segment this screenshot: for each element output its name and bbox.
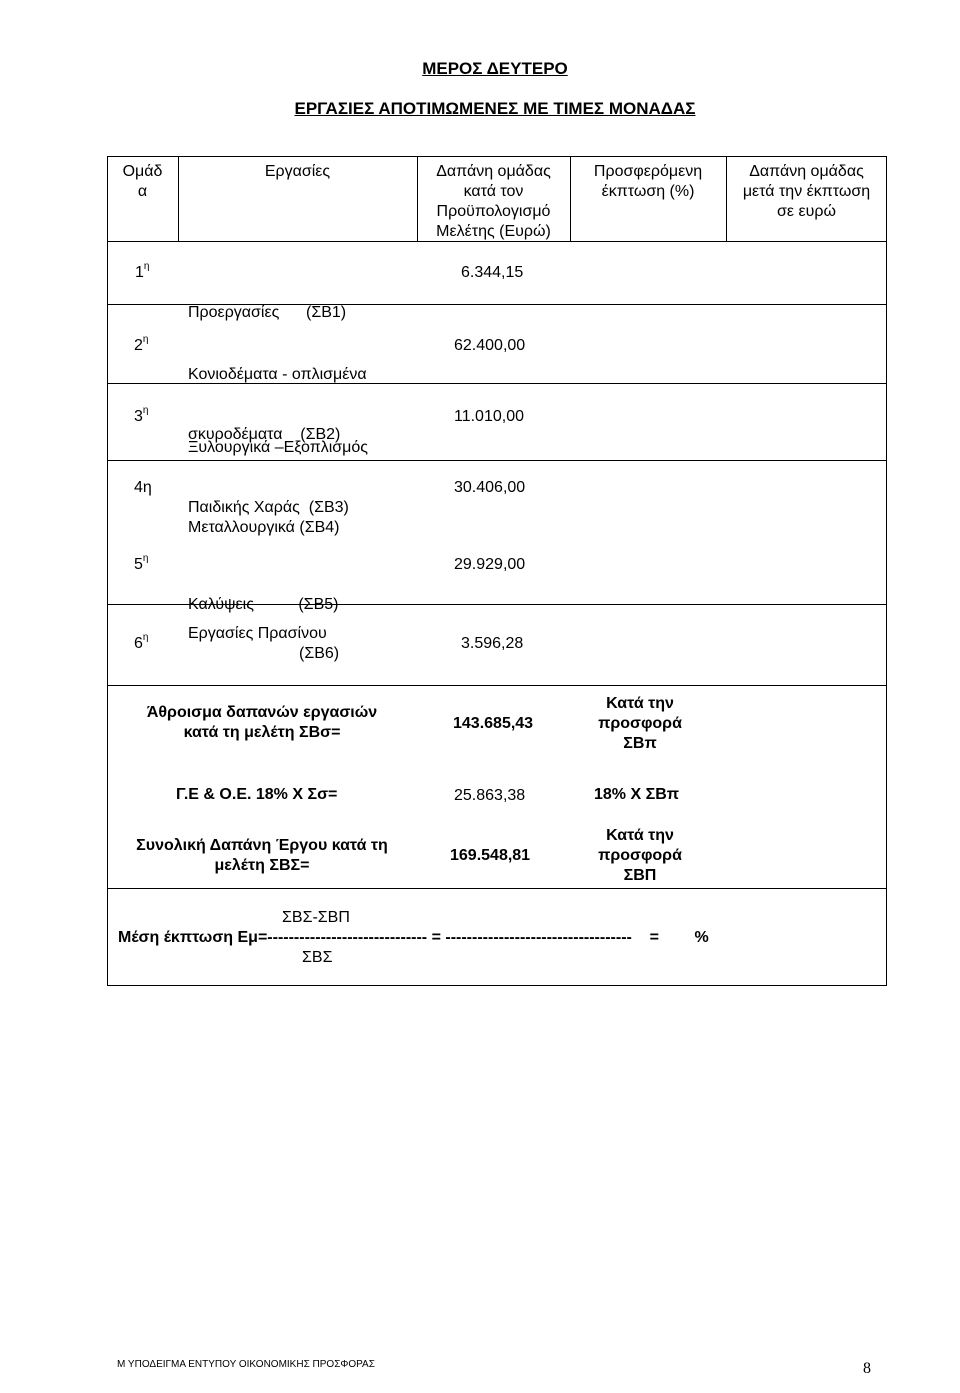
- group-work: [188, 478, 339, 558]
- header-group: [107, 162, 178, 202]
- header-group-line: Ομάδ: [122, 163, 163, 180]
- sum-offer: [570, 694, 710, 754]
- header-budget-line: Μελέτης (Ευρώ): [436, 223, 551, 240]
- group-work-line: Ξυλουργικά –Εξοπλισμός: [188, 439, 368, 456]
- ordinal-suffix: η: [142, 553, 149, 564]
- group-cost: 29.929,00: [454, 556, 526, 573]
- page-title: ΜΕΡΟΣ ΔΕΥΤΕΡΟ: [422, 59, 568, 78]
- formula-numerator: ΣΒΣ-ΣΒΠ: [282, 909, 350, 926]
- formula-line: Μέση έκπτωση Εμ=------------------------------ = ----------------------------------- = %: [118, 929, 709, 946]
- total-label: [107, 836, 417, 876]
- group-work-line: Παιδικής Χαράς (ΣΒ3): [188, 499, 349, 516]
- row-divider: [107, 888, 887, 889]
- ge-value: 25.863,38: [454, 787, 526, 804]
- header-cost-after-line: μετά την έκπτωση: [742, 183, 871, 200]
- group-work: [188, 555, 338, 635]
- total-offer-line: προσφορά: [598, 847, 682, 864]
- group-work-line: Κονιοδέματα - οπλισμένα: [188, 366, 367, 383]
- group-number-value: 4η: [134, 479, 152, 496]
- ge-offer: 18% Χ ΣΒπ: [594, 786, 679, 803]
- group-cost: 3.596,28: [461, 635, 524, 652]
- group-work-line: (ΣΒ6): [299, 645, 340, 662]
- group-number-value: 6: [134, 635, 143, 652]
- group-number: [134, 407, 148, 427]
- group-number: [134, 478, 152, 498]
- group-cost: 6.344,15: [461, 264, 524, 281]
- group-number-value: 1: [135, 264, 144, 281]
- group-number: [134, 634, 148, 654]
- sum-label: [107, 703, 417, 743]
- group-number: [134, 555, 148, 575]
- group-cost: 30.406,00: [454, 479, 526, 496]
- total-offer: [570, 826, 710, 886]
- formula-denominator: ΣΒΣ: [302, 949, 333, 966]
- header-discount: [570, 162, 726, 202]
- page-number: 8: [863, 1360, 871, 1377]
- total-label-line: Συνολική Δαπάνη Έργου κατά τη: [136, 837, 388, 854]
- group-cost: 11.010,00: [454, 408, 524, 425]
- header-cost-after: [726, 162, 887, 222]
- header-discount-line: έκπτωση (%): [601, 183, 695, 200]
- header-works: Εργασίες: [264, 163, 331, 180]
- group-number-value: 2: [134, 337, 143, 354]
- total-offer-line: Κατά την: [606, 827, 674, 844]
- header-cost-after-line: Δαπάνη ομάδας: [749, 163, 864, 180]
- group-number: [134, 336, 148, 356]
- header-discount-line: Προσφερόμενη: [593, 163, 703, 180]
- page-subtitle: ΕΡΓΑΣΙΕΣ ΑΠΟΤΙΜΩΜΕΝΕΣ ΜΕ ΤΙΜΕΣ ΜΟΝΑΔΑΣ: [294, 99, 696, 118]
- header-budget-line: Δαπάνη ομάδας: [436, 163, 551, 180]
- header-budget-line: Προϋπολογισμό: [436, 203, 551, 220]
- total-label-line: μελέτη ΣΒΣ=: [214, 857, 310, 874]
- header-cost-after-line: σε ευρώ: [777, 203, 836, 220]
- group-work-line: Εργασίες Πρασίνου: [188, 625, 327, 642]
- ordinal-suffix: η: [143, 261, 150, 272]
- sum-label-line: κατά τη μελέτη ΣΒσ=: [183, 724, 341, 741]
- sum-value: 143.685,43: [453, 715, 534, 732]
- group-work-line: σκυροδέματα (ΣΒ2): [188, 426, 341, 443]
- footer-text: Μ ΥΠΟΔΕΙΓΜΑ ΕΝΤΥΠΟΥ ΟΙΚΟΝΟΜΙΚΗΣ ΠΡΟΣΦΟΡΑΣ: [117, 1359, 375, 1370]
- sum-offer-line: προσφορά: [598, 715, 682, 732]
- header-group-line: α: [137, 183, 148, 200]
- sum-label-line: Άθροισμα δαπανών εργασιών: [146, 704, 378, 721]
- ge-label: Γ.Ε & Ο.Ε. 18% Χ Σσ=: [176, 786, 338, 803]
- row-divider: [107, 685, 887, 686]
- sum-offer-line: ΣΒπ: [623, 735, 657, 752]
- ordinal-suffix: η: [142, 334, 149, 345]
- group-work-line: Προεργασίες (ΣΒ1): [188, 304, 347, 321]
- group-number-value: 5: [134, 556, 143, 573]
- group-work-line: Μεταλλουργικά (ΣΒ4): [188, 519, 340, 536]
- group-work-line: Καλύψεις (ΣΒ5): [188, 596, 339, 613]
- total-offer-line: ΣΒΠ: [623, 867, 657, 884]
- header-budget-line: κατά τον: [463, 183, 524, 200]
- sum-offer-line: Κατά την: [606, 695, 674, 712]
- group-work: [188, 624, 339, 664]
- total-value: 169.548,81: [450, 847, 531, 864]
- group-cost: 62.400,00: [454, 337, 526, 354]
- group-number-value: 3: [134, 408, 143, 425]
- header-budget-cost: [417, 162, 570, 242]
- ordinal-suffix: η: [142, 405, 149, 416]
- group-number: [135, 263, 149, 283]
- ordinal-suffix: η: [142, 632, 149, 643]
